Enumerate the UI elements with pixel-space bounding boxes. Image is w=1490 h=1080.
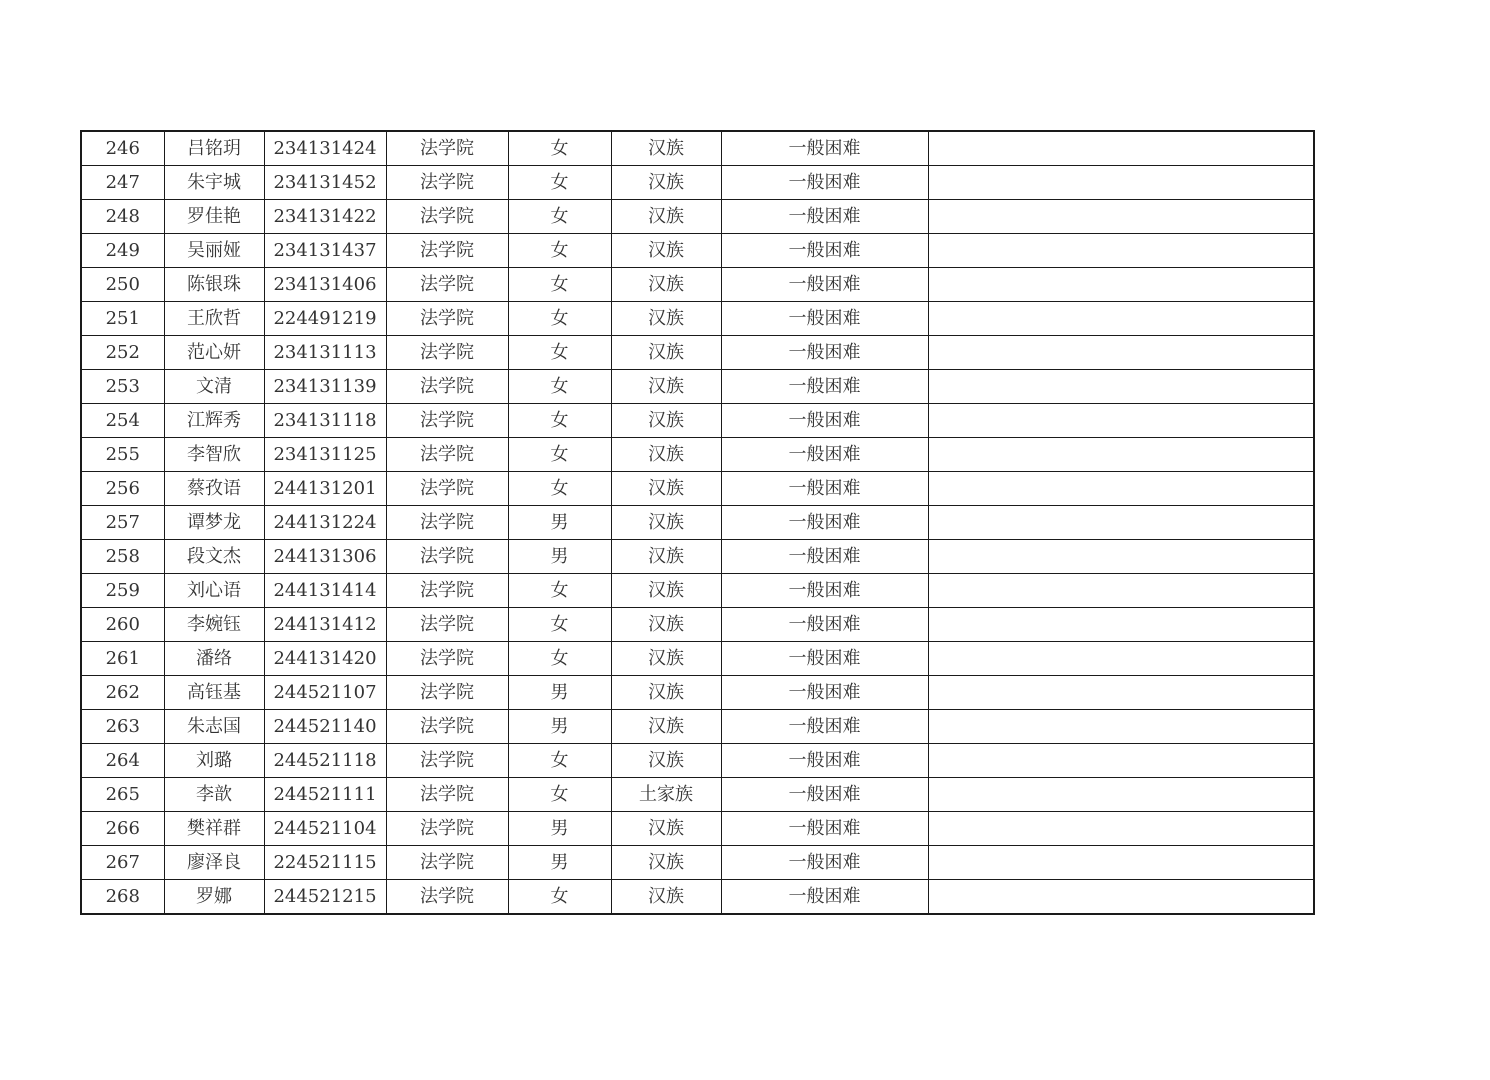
gender-cell: 女	[508, 234, 611, 268]
ethnicity-cell: 汉族	[611, 744, 721, 778]
difficulty-level-cell: 一般困难	[721, 812, 928, 846]
row-number-cell: 259	[81, 574, 164, 608]
note-cell	[928, 268, 1314, 302]
gender-cell: 女	[508, 131, 611, 166]
row-number-cell: 250	[81, 268, 164, 302]
college-cell: 法学院	[386, 880, 508, 915]
student-id-cell: 244521140	[264, 710, 386, 744]
ethnicity-cell: 汉族	[611, 506, 721, 540]
gender-cell: 男	[508, 540, 611, 574]
table-row	[81, 200, 1314, 234]
difficulty-level-cell: 一般困难	[721, 608, 928, 642]
college-cell: 法学院	[386, 370, 508, 404]
note-cell	[928, 302, 1314, 336]
college-cell: 法学院	[386, 472, 508, 506]
row-number-cell: 253	[81, 370, 164, 404]
note-cell	[928, 642, 1314, 676]
note-cell	[928, 404, 1314, 438]
gender-cell: 男	[508, 506, 611, 540]
student-name-cell: 陈银珠	[164, 268, 264, 302]
student-id-cell: 244521111	[264, 778, 386, 812]
student-name-cell: 吕铭玥	[164, 131, 264, 166]
row-number-cell: 254	[81, 404, 164, 438]
ethnicity-cell: 汉族	[611, 608, 721, 642]
note-cell	[928, 744, 1314, 778]
student-id-cell: 234131424	[264, 131, 386, 166]
table-row	[81, 676, 1314, 710]
student-id-cell: 244521215	[264, 880, 386, 915]
college-cell: 法学院	[386, 268, 508, 302]
student-id-cell: 234131437	[264, 234, 386, 268]
student-name-cell: 段文杰	[164, 540, 264, 574]
student-id-cell: 234131422	[264, 200, 386, 234]
student-id-cell: 234131118	[264, 404, 386, 438]
student-id-cell: 244521104	[264, 812, 386, 846]
ethnicity-cell: 汉族	[611, 880, 721, 915]
difficulty-level-cell: 一般困难	[721, 200, 928, 234]
student-name-cell: 李歆	[164, 778, 264, 812]
student-name-cell: 李婉钰	[164, 608, 264, 642]
note-cell	[928, 812, 1314, 846]
difficulty-level-cell: 一般困难	[721, 506, 928, 540]
ethnicity-cell: 汉族	[611, 574, 721, 608]
ethnicity-cell: 汉族	[611, 370, 721, 404]
difficulty-level-cell: 一般困难	[721, 302, 928, 336]
student-name-cell: 李智欣	[164, 438, 264, 472]
ethnicity-cell: 汉族	[611, 472, 721, 506]
gender-cell: 女	[508, 608, 611, 642]
difficulty-level-cell: 一般困难	[721, 438, 928, 472]
college-cell: 法学院	[386, 131, 508, 166]
difficulty-level-cell: 一般困难	[721, 880, 928, 915]
difficulty-level-cell: 一般困难	[721, 846, 928, 880]
table-body	[81, 131, 1314, 914]
ethnicity-cell: 汉族	[611, 846, 721, 880]
college-cell: 法学院	[386, 812, 508, 846]
gender-cell: 男	[508, 710, 611, 744]
ethnicity-cell: 汉族	[611, 268, 721, 302]
ethnicity-cell: 汉族	[611, 540, 721, 574]
row-number-cell: 264	[81, 744, 164, 778]
difficulty-level-cell: 一般困难	[721, 540, 928, 574]
difficulty-level-cell: 一般困难	[721, 642, 928, 676]
student-name-cell: 谭梦龙	[164, 506, 264, 540]
row-number-cell: 265	[81, 778, 164, 812]
row-number-cell: 246	[81, 131, 164, 166]
ethnicity-cell: 汉族	[611, 131, 721, 166]
gender-cell: 女	[508, 166, 611, 200]
student-name-cell: 罗佳艳	[164, 200, 264, 234]
table-row	[81, 710, 1314, 744]
ethnicity-cell: 汉族	[611, 642, 721, 676]
gender-cell: 男	[508, 812, 611, 846]
student-id-cell: 224491219	[264, 302, 386, 336]
gender-cell: 女	[508, 404, 611, 438]
difficulty-level-cell: 一般困难	[721, 778, 928, 812]
gender-cell: 女	[508, 438, 611, 472]
row-number-cell: 248	[81, 200, 164, 234]
note-cell	[928, 778, 1314, 812]
student-id-cell: 234131113	[264, 336, 386, 370]
table-row	[81, 540, 1314, 574]
table-row	[81, 438, 1314, 472]
difficulty-level-cell: 一般困难	[721, 131, 928, 166]
difficulty-level-cell: 一般困难	[721, 336, 928, 370]
table-row	[81, 812, 1314, 846]
note-cell	[928, 880, 1314, 915]
student-id-cell: 234131452	[264, 166, 386, 200]
note-cell	[928, 438, 1314, 472]
note-cell	[928, 574, 1314, 608]
row-number-cell: 261	[81, 642, 164, 676]
gender-cell: 女	[508, 744, 611, 778]
college-cell: 法学院	[386, 608, 508, 642]
table-row	[81, 302, 1314, 336]
gender-cell: 女	[508, 880, 611, 915]
row-number-cell: 267	[81, 846, 164, 880]
row-number-cell: 257	[81, 506, 164, 540]
ethnicity-cell: 汉族	[611, 710, 721, 744]
student-name-cell: 蔡孜语	[164, 472, 264, 506]
college-cell: 法学院	[386, 778, 508, 812]
ethnicity-cell: 汉族	[611, 812, 721, 846]
student-id-cell: 234131125	[264, 438, 386, 472]
row-number-cell: 251	[81, 302, 164, 336]
student-name-cell: 潘络	[164, 642, 264, 676]
student-name-cell: 文清	[164, 370, 264, 404]
college-cell: 法学院	[386, 234, 508, 268]
table-row	[81, 744, 1314, 778]
gender-cell: 女	[508, 472, 611, 506]
ethnicity-cell: 汉族	[611, 438, 721, 472]
row-number-cell: 268	[81, 880, 164, 915]
note-cell	[928, 608, 1314, 642]
difficulty-level-cell: 一般困难	[721, 370, 928, 404]
row-number-cell: 247	[81, 166, 164, 200]
college-cell: 法学院	[386, 846, 508, 880]
note-cell	[928, 540, 1314, 574]
student-name-cell: 江辉秀	[164, 404, 264, 438]
student-id-cell: 244131306	[264, 540, 386, 574]
student-id-cell: 244131420	[264, 642, 386, 676]
gender-cell: 女	[508, 370, 611, 404]
student-id-cell: 244521107	[264, 676, 386, 710]
student-name-cell: 朱宇城	[164, 166, 264, 200]
gender-cell: 女	[508, 336, 611, 370]
difficulty-level-cell: 一般困难	[721, 676, 928, 710]
student-name-cell: 王欣哲	[164, 302, 264, 336]
college-cell: 法学院	[386, 506, 508, 540]
note-cell	[928, 676, 1314, 710]
gender-cell: 女	[508, 778, 611, 812]
student-id-cell: 234131406	[264, 268, 386, 302]
college-cell: 法学院	[386, 336, 508, 370]
student-name-cell: 刘心语	[164, 574, 264, 608]
student-id-cell: 244131414	[264, 574, 386, 608]
student-name-cell: 廖泽良	[164, 846, 264, 880]
difficulty-level-cell: 一般困难	[721, 574, 928, 608]
note-cell	[928, 846, 1314, 880]
difficulty-level-cell: 一般困难	[721, 472, 928, 506]
ethnicity-cell: 汉族	[611, 676, 721, 710]
difficulty-level-cell: 一般困难	[721, 166, 928, 200]
gender-cell: 男	[508, 846, 611, 880]
table-row	[81, 268, 1314, 302]
table-row	[81, 574, 1314, 608]
student-id-cell: 244131201	[264, 472, 386, 506]
student-name-cell: 范心妍	[164, 336, 264, 370]
college-cell: 法学院	[386, 710, 508, 744]
ethnicity-cell: 汉族	[611, 166, 721, 200]
difficulty-level-cell: 一般困难	[721, 710, 928, 744]
row-number-cell: 256	[81, 472, 164, 506]
college-cell: 法学院	[386, 540, 508, 574]
table-row	[81, 778, 1314, 812]
table-row	[81, 166, 1314, 200]
student-table	[80, 130, 1315, 915]
student-name-cell: 罗娜	[164, 880, 264, 915]
difficulty-level-cell: 一般困难	[721, 268, 928, 302]
student-id-cell: 224521115	[264, 846, 386, 880]
row-number-cell: 260	[81, 608, 164, 642]
college-cell: 法学院	[386, 302, 508, 336]
ethnicity-cell: 土家族	[611, 778, 721, 812]
gender-cell: 女	[508, 268, 611, 302]
student-name-cell: 朱志国	[164, 710, 264, 744]
table-row	[81, 846, 1314, 880]
table-row	[81, 370, 1314, 404]
table-row	[81, 608, 1314, 642]
student-name-cell: 刘璐	[164, 744, 264, 778]
table-row	[81, 336, 1314, 370]
ethnicity-cell: 汉族	[611, 336, 721, 370]
gender-cell: 女	[508, 200, 611, 234]
table-row	[81, 642, 1314, 676]
student-name-cell: 吴丽娅	[164, 234, 264, 268]
gender-cell: 女	[508, 574, 611, 608]
note-cell	[928, 200, 1314, 234]
college-cell: 法学院	[386, 200, 508, 234]
table-row	[81, 131, 1314, 166]
difficulty-level-cell: 一般困难	[721, 744, 928, 778]
table-row	[81, 404, 1314, 438]
note-cell	[928, 710, 1314, 744]
college-cell: 法学院	[386, 676, 508, 710]
note-cell	[928, 166, 1314, 200]
table-row	[81, 880, 1314, 915]
note-cell	[928, 131, 1314, 166]
table-row	[81, 472, 1314, 506]
student-name-cell: 樊祥群	[164, 812, 264, 846]
note-cell	[928, 472, 1314, 506]
table-row	[81, 506, 1314, 540]
row-number-cell: 263	[81, 710, 164, 744]
row-number-cell: 252	[81, 336, 164, 370]
note-cell	[928, 234, 1314, 268]
note-cell	[928, 370, 1314, 404]
row-number-cell: 258	[81, 540, 164, 574]
student-id-cell: 234131139	[264, 370, 386, 404]
row-number-cell: 255	[81, 438, 164, 472]
gender-cell: 女	[508, 302, 611, 336]
difficulty-level-cell: 一般困难	[721, 234, 928, 268]
student-name-cell: 高钰基	[164, 676, 264, 710]
ethnicity-cell: 汉族	[611, 234, 721, 268]
row-number-cell: 249	[81, 234, 164, 268]
gender-cell: 女	[508, 642, 611, 676]
note-cell	[928, 336, 1314, 370]
college-cell: 法学院	[386, 438, 508, 472]
college-cell: 法学院	[386, 642, 508, 676]
row-number-cell: 266	[81, 812, 164, 846]
college-cell: 法学院	[386, 404, 508, 438]
student-id-cell: 244131224	[264, 506, 386, 540]
note-cell	[928, 506, 1314, 540]
college-cell: 法学院	[386, 166, 508, 200]
ethnicity-cell: 汉族	[611, 302, 721, 336]
gender-cell: 男	[508, 676, 611, 710]
student-id-cell: 244131412	[264, 608, 386, 642]
college-cell: 法学院	[386, 574, 508, 608]
student-id-cell: 244521118	[264, 744, 386, 778]
row-number-cell: 262	[81, 676, 164, 710]
table-row	[81, 234, 1314, 268]
ethnicity-cell: 汉族	[611, 200, 721, 234]
difficulty-level-cell: 一般困难	[721, 404, 928, 438]
document-sheet	[80, 130, 1313, 915]
college-cell: 法学院	[386, 744, 508, 778]
ethnicity-cell: 汉族	[611, 404, 721, 438]
